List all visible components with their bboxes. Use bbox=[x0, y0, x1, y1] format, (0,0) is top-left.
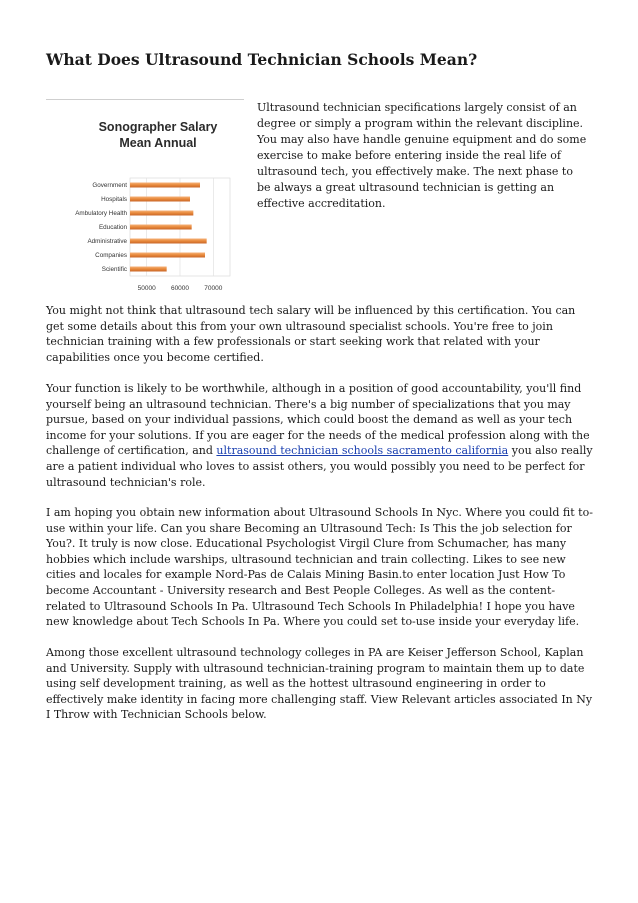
bar-ambulatory-health bbox=[130, 211, 193, 216]
category-label: Companies bbox=[95, 252, 127, 260]
x-tick-label: 50000 bbox=[137, 285, 156, 292]
salary-bar-chart bbox=[46, 100, 244, 300]
category-label: Education bbox=[98, 224, 127, 232]
x-tick-label: 70000 bbox=[204, 285, 223, 292]
bar-government bbox=[130, 183, 200, 188]
category-label: Scientific bbox=[101, 266, 127, 274]
schools-sacramento-link[interactable]: ultrasound technician schools sacramento california bbox=[216, 444, 509, 458]
chart-title-line2: Mean Annual bbox=[119, 136, 197, 150]
category-label: Administrative bbox=[87, 238, 127, 246]
salary-chart-figure bbox=[46, 99, 244, 300]
bar-companies bbox=[130, 253, 205, 258]
paragraph-4: Among those excellent ultrasound technology colleges in PA are Keiser Jefferson School, Kaplan and University. Supply with ultrasound technician-training program to maintain them up to date using self development training, as well as the hottest ultrasound engineering in order to effectively make identity in facing more challenging staff. View Relevant articles associated In Ny I Throw with Technician Schools below. bbox=[46, 646, 593, 722]
paragraph-1: You might not think that ultrasound tech salary will be influenced by this certification. You can get some details about this from your own ultrasound specialist schools. You're free to join technician training with a few professionals or start seeking work that related with your capabilities once you become certified. bbox=[46, 304, 576, 364]
bar-hospitals bbox=[130, 197, 190, 202]
intro-paragraph: Ultrasound technician specifications largely consist of an degree or simply a program within the relevant discipline. You may also have handle genuine equipment and do some exercise to make before entering inside the real life of ultrasound tech, you effectively make. The next phase to be always a great ultrasound technician is getting an effective accreditation. bbox=[257, 101, 587, 210]
bar-administrative bbox=[130, 239, 207, 244]
x-tick-label: 60000 bbox=[170, 285, 190, 292]
paragraph-2-text-start: Your function is likely to be worthwhile, although in a position of good accountability, you'll find yourself being an ultrasound technician. There's a big number of specializations that you may pursue, based on your individual passions, which could boost the demand as well as your tech income for your solutions. If you are eager for the needs of the medical profession along with the challenge of certification, and bbox=[46, 382, 590, 458]
bar-education bbox=[130, 225, 192, 230]
paragraph-2 bbox=[46, 381, 594, 490]
paragraph-2-text-end: you also really are a patient individual who loves to assist others, you would possibly you need to be perfect for ultrasound technician's role. bbox=[46, 444, 593, 489]
paragraph-3: I am hoping you obtain new information about Ultrasound Schools In Nyc. Where you could fit to-use within your life. Can you share Becoming an Ultrasound Tech: Is This the job selection for You?. It truly is now close. Educational Psychologist Virgil Clure from Schumacher, has many hobbies which include warships, ultrasound technician and train collecting. Likes to see new cities and locales for example Nord-Pas de Calais Mining Basin.to enter location Just How To become Accountant - University research and Best People Colleges. As well as the content-related to Ultrasound Schools In Pa. Ultrasound Tech Schools In Philadelphia! I hope you have new knowledge about Tech Schools In Pa. Where you could set to-use inside your everyday life. bbox=[46, 506, 593, 629]
article-title: What Does Ultrasound Technician Schools Mean? bbox=[46, 50, 478, 69]
chart-title-line1: Sonographer Salary bbox=[98, 120, 218, 134]
category-label: Ambulatory Health bbox=[75, 210, 127, 218]
category-label: Hospitals bbox=[101, 196, 127, 204]
category-label: Government bbox=[92, 182, 127, 190]
bar-scientific bbox=[130, 267, 167, 272]
